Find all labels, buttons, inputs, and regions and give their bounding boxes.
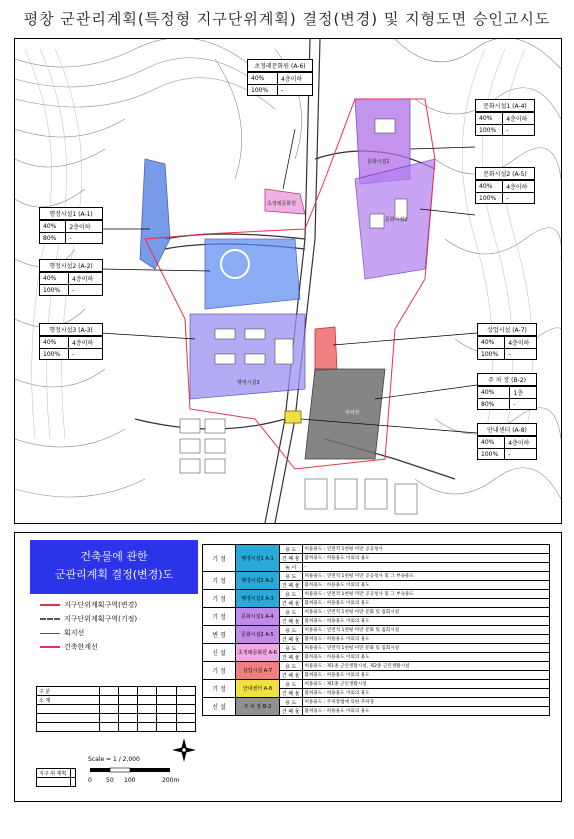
info-area-a8 [285, 411, 301, 423]
scale-bar [86, 766, 196, 796]
spec-name: 상업시설 A-7 [236, 662, 280, 680]
spec-row [203, 680, 550, 689]
summary-table: 구 분 소 계 [36, 686, 196, 732]
spec-kind: 건 폐 율 [279, 689, 302, 698]
spec-area: 기 정 [203, 545, 236, 572]
label-a5: 문화시설2 (A-5) 40% 4층이하 100% - [475, 167, 535, 204]
spec-text: 불허용도 : 허용용도 이외의 용도 [302, 635, 549, 644]
spec-area: 변 경 [203, 626, 236, 644]
admin-area-a1 [140, 159, 170, 269]
spec-row [203, 662, 550, 671]
spec-kind: 용 도 [279, 572, 302, 581]
spec-area: 기 정 [203, 608, 236, 626]
spec-name: 초정레문화원 A-6 [236, 644, 280, 662]
spec-kind: 건 폐 율 [279, 653, 302, 662]
spec-text: 허용용도 : 연면적 1천평 미만 공공청사 [302, 545, 549, 554]
spec-area: 기 정 [203, 572, 236, 590]
spec-text: 허용용도 : 연면적 1천평 미만 문화 및 집회시설 [302, 644, 549, 653]
spec-name: 행정시설2 A-2 [236, 572, 280, 590]
spec-row [203, 698, 550, 707]
spec-text: - [302, 563, 549, 572]
map-text-culture2: 문화시설2 [385, 217, 408, 223]
scale-label: Scale = 1 / 2,000 [88, 756, 140, 763]
spec-area: 신 설 [203, 698, 236, 716]
label-b2: 주 차 장 (B-2) 40% 1층 80% - [477, 373, 537, 410]
spec-area: 기 정 [203, 680, 236, 698]
commercial-area-a7 [315, 327, 337, 371]
plan-table: 지구 위 계획 [36, 768, 76, 787]
spec-kind: 건 폐 율 [279, 581, 302, 590]
legend-item-building-line: 건축한계선 [40, 642, 98, 652]
map-title: 평창 군관리계획(특정형 지구단위계획) 결정(변경) 및 지형도면 승인고시도 [23, 10, 551, 28]
label-a7: 상업시설 (A-7) 40% 4층이하 100% - [477, 323, 537, 360]
spec-name: 문화시설1 A-4 [236, 608, 280, 626]
label-a8: 안내센터 (A-8) 40% 4층이하 100% - [477, 423, 537, 460]
spec-kind: 건 폐 율 [279, 554, 302, 563]
spec-row [203, 590, 550, 599]
spec-kind: 용 도 [279, 698, 302, 707]
spec-text: 허용용도 : 제1종 근린생활시설, 제2종 근린생활시설 [302, 662, 549, 671]
svg-text:50: 50 [106, 777, 114, 784]
spec-text: 불허용도 : 허용용도 이외의 용도 [302, 599, 549, 608]
label-a2: 행정시설2 (A-2) 40% 4층이하 100% - [39, 259, 103, 296]
svg-text:100: 100 [124, 777, 136, 784]
spec-name: 안내센터 A-8 [236, 680, 280, 698]
spec-row [203, 545, 550, 554]
spec-text: 허용용도 : 제1종 근린생활시설 [302, 680, 549, 689]
spec-kind: 용 도 [279, 626, 302, 635]
label-a3: 행정시설3 (A-3) 40% 4층이하 100% - [39, 323, 103, 360]
spec-text: 허용용도 : 주차장법에 의한 주차장 [302, 698, 549, 707]
svg-text:200m: 200m [162, 777, 180, 784]
spec-name: 문화시설2 A-5 [236, 626, 280, 644]
spec-text: 불허용도 : 허용용도 이외의 용도 [302, 617, 549, 626]
spec-text: 허용용도 : 연면적 1천평 미만 공공청사 및 그 부속용도 [302, 572, 549, 581]
map-text-culture1: 문화시설1 [367, 159, 390, 165]
spec-kind: 용 도 [279, 644, 302, 653]
spec-table [202, 544, 550, 716]
map-text-admin3: 행정시설3 [237, 380, 260, 386]
spec-text: 불허용도 : 허용용도 이외의 용도 [302, 671, 549, 680]
spec-name: 행정시설3 A-3 [236, 590, 280, 608]
spec-text: 허용용도 : 연면적 1천평 미만 문화 및 집회시설 [302, 626, 549, 635]
spec-text: 불허용도 : 허용용도 이외의 용도 [302, 689, 549, 698]
spec-kind: 건 폐 율 [279, 707, 302, 716]
spec-row [203, 608, 550, 617]
legend-item-district-changed: 지구단위계획구역(변경) [40, 600, 137, 610]
spec-kind: 용 도 [279, 662, 302, 671]
spec-kind: 건 폐 율 [279, 635, 302, 644]
admin-area-a2 [205, 239, 300, 309]
spec-row [203, 572, 550, 581]
legend-item-lot-line: 획지선 [40, 628, 84, 638]
spec-kind: 용 도 [279, 680, 302, 689]
legend-title: 건축물에 관한 군관리계획 결정(변경)도 [30, 540, 198, 594]
spec-kind: 건 폐 율 [279, 671, 302, 680]
spec-text: 불허용도 : 허용용도 이외의 용도 [302, 554, 549, 563]
legend-item-district-existing: 지구단위계획구역(기정) [40, 614, 137, 624]
spec-kind: 용 도 [279, 545, 302, 554]
map-text-parking: 주차장 [345, 410, 360, 416]
map-frame[interactable] [14, 38, 562, 524]
spec-row [203, 644, 550, 653]
svg-text:0: 0 [88, 777, 92, 784]
spec-text: 불허용도 : 허용용도 이외의 용도 [302, 653, 549, 662]
label-a4: 문화시설1 (A-4) 40% 4층이하 100% - [475, 99, 535, 136]
spec-kind: 건 폐 율 [279, 599, 302, 608]
spec-name: 주 차 장 B-2 [236, 698, 280, 716]
label-a1: 행정시설1 (A-1) 40% 2층이하 80% - [39, 207, 103, 244]
spec-text: 불허용도 : 허용용도 이외의 용도 [302, 581, 549, 590]
map-text-chojeong: 초정레문화원 [267, 201, 296, 207]
spec-kind: 용 도 [279, 608, 302, 617]
spec-name: 행정시설1 A-1 [236, 545, 280, 572]
spec-text: 불허용도 : 허용용도 이외의 용도 [302, 707, 549, 716]
spec-area: 기 정 [203, 590, 236, 608]
spec-kind: 높 이 [279, 563, 302, 572]
spec-kind: 용 도 [279, 590, 302, 599]
spec-row [203, 626, 550, 635]
spec-text: 허용용도 : 연면적 1천평 미만 문화 및 집회시설 [302, 608, 549, 617]
label-a6: 초정레문화원 (A-6) 40% 4층이하 100% - [247, 59, 313, 96]
spec-area: 신 설 [203, 644, 236, 662]
north-arrow-icon [172, 738, 196, 762]
spec-text: 허용용도 : 연면적 1천평 미만 공공청사 및 그 부속용도 [302, 590, 549, 599]
spec-kind: 건 폐 율 [279, 617, 302, 626]
spec-area: 기 정 [203, 662, 236, 680]
